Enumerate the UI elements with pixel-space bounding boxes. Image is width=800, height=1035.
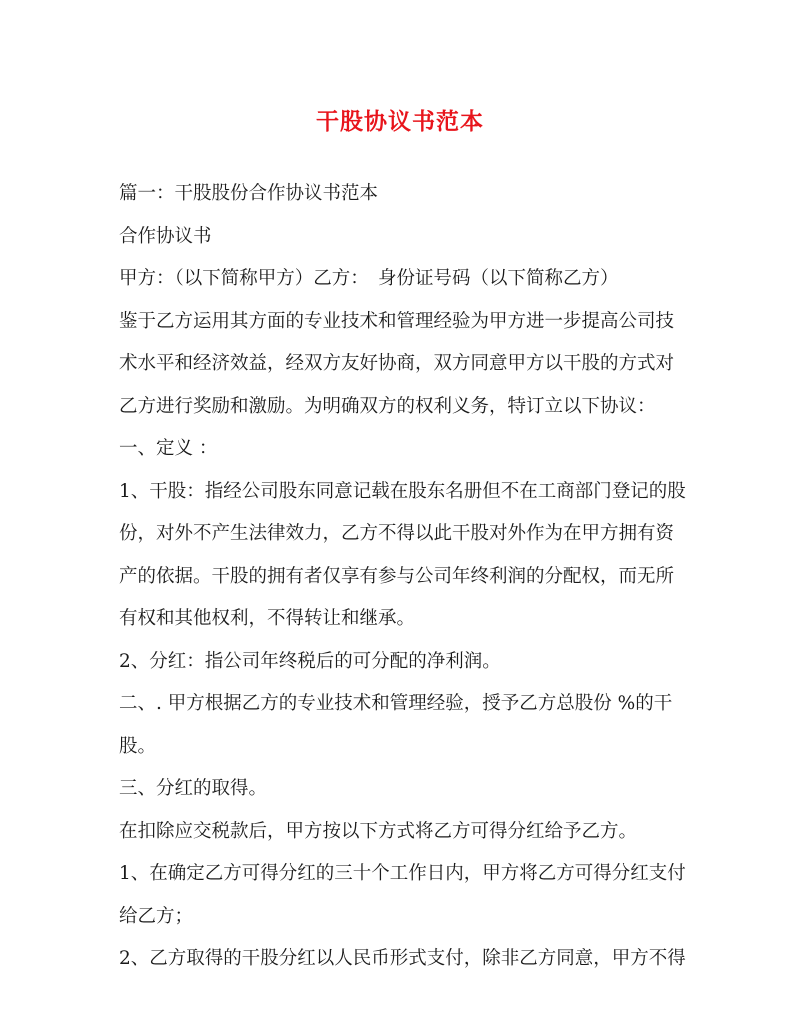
paragraph-line: 术水平和经济效益，经双方友好协商，双方同意甲方以干股的方式对 — [119, 353, 675, 374]
clause-heading: 一、定义 ： — [119, 438, 218, 459]
document-title: 干股协议书范本 — [316, 108, 484, 135]
paragraph-line: 份，对外不产生法律效力，乙方不得以此干股对外作为在甲方拥有资 — [119, 523, 675, 544]
paragraph-line: 股。 — [119, 736, 157, 757]
paragraph-line: 产的依据。干股的拥有者仅享有参与公司年终利润的分配权，而无所 — [119, 566, 675, 587]
paragraph-line: 有权和其他权利，不得转让和继承。 — [119, 608, 416, 629]
paragraph-line: 乙方进行奖励和激励。为明确双方的权利义务，特订立以下协议： — [119, 396, 656, 417]
paragraph-line: 鉴于乙方运用其方面的专业技术和管理经验为甲方进一步提高公司技 — [119, 311, 675, 332]
paragraph-line: 给乙方； — [119, 906, 194, 927]
section-heading: 篇一：干股股份合作协议书范本 — [119, 183, 379, 204]
parties-line: 甲方：（以下简称甲方）乙方： 身份证号码（以下简称乙方） — [119, 268, 619, 289]
paragraph-line: 2、分红：指公司年终税后的可分配的净利润。 — [119, 651, 501, 672]
paragraph-line: 二、. 甲方根据乙方的专业技术和管理经验，授予乙方总股份 %的干 — [119, 693, 673, 714]
paragraph-line: 在扣除应交税款后，甲方按以下方式将乙方可得分红给予乙方。 — [119, 821, 638, 842]
subheading: 合作协议书 — [119, 226, 212, 247]
paragraph-line: 1、在确定乙方可得分红的三十个工作日内，甲方将乙方可得分红支付 — [119, 863, 686, 884]
paragraph-line: 1、干股：指经公司股东同意记载在股东名册但不在工商部门登记的股 — [119, 481, 686, 502]
paragraph-line: 2、乙方取得的干股分红以人民币形式支付，除非乙方同意，甲方不得 — [119, 948, 686, 969]
clause-heading: 三、分红的取得。 — [119, 778, 268, 799]
